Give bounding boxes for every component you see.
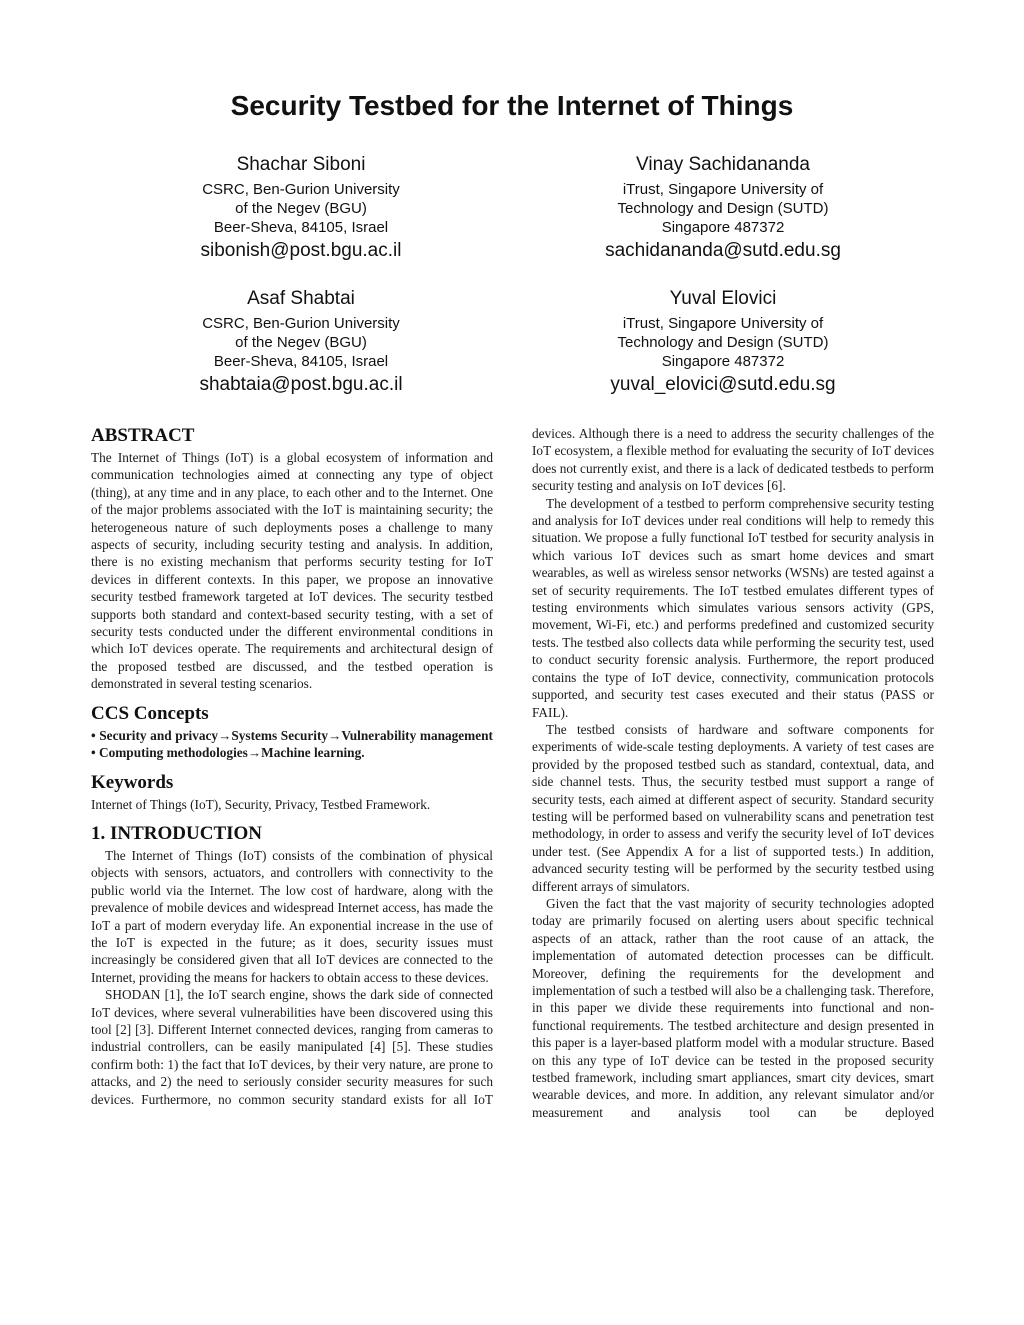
- author-affiliation: of the Negev (BGU): [235, 200, 367, 217]
- left-column: [91, 425, 493, 1108]
- author-affiliation: CSRC, Ben-Gurion University: [202, 315, 400, 332]
- ccs-heading: CCS Concepts: [91, 702, 209, 724]
- body-paragraph-4: Given the fact that the vast majority of security technologies adopted today are primarily focused on alerting users about specific technical aspects of an attack, rather than the root cause of an attack, the implementation of automated detection processes can be difficult. Moreover, defining the requirements for the development and implementation of such a testbed will also be a challenging task. Therefore, in this paper we divide these requirements into functional and non-functional requirements. The testbed architecture and design presented in this paper is a layer-based platform model with a modular structure. Based on this any type of IoT device can be tested in the proposed security testbed framework, including smart appliances, smart city devices, smart wearable devices, and more. In addition, any relevant simulator and/or measurement and analysis tool can be deployed: [532, 895, 934, 1120]
- body-paragraph-1: devices. Although there is a need to address the security challenges of the IoT ecosystem, a flexible method for evaluating the security of IoT devices does not currently exist, and there is a lack of dedicated testbeds to perform security testing and analysis on IoT devices [6].: [532, 426, 934, 494]
- author-name: Asaf Shabtai: [247, 288, 355, 309]
- author-block-3: [131, 287, 471, 397]
- author-email: yuval_elovici@sutd.edu.sg: [610, 374, 836, 395]
- abstract-heading: ABSTRACT: [91, 425, 195, 446]
- author-block-1: [131, 153, 471, 263]
- abstract-text: The Internet of Things (IoT) is a global ecosystem of information and communication technologies aimed at connecting any type of object (thing), at any time and in any place, to each other and to the Internet. One of the major problems associated with the IoT is maintaining security; the heterogeneous nature of such deployments poses a challenge to many aspects of security, including security testing and analysis. In addition, there is no existing mechanism that performs security testing for IoT devices in different contexts. In this paper, we propose an innovative security testbed framework targeted at IoT devices. The security testbed supports both standard and context-based security testing, with a set of security tests conducted under the different environmental conditions in which IoT devices operate. The requirements and architectural design of the proposed testbed are discussed, and the testbed operation is demonstrated in several testing scenarios.: [91, 450, 493, 692]
- keywords-text: Internet of Things (IoT), Security, Privacy, Testbed Framework.: [91, 796, 431, 812]
- ccs-text: • Security and privacy→Systems Security→Vulnerability management • Computing methodologies→Machine learning.: [91, 727, 493, 761]
- author-email: shabtaia@post.bgu.ac.il: [199, 374, 403, 395]
- author-email: sachidananda@sutd.edu.sg: [605, 240, 841, 261]
- body-paragraph-3: The testbed consists of hardware and software components for experiments of wide-scale testing deployments. A variety of test cases are provided by the proposed testbed such as standard, contextual, data, and side channel tests. Thus, the security testbed must support a range of security tests, each aimed at different aspect of security. Standard security testing will be performed based on vulnerability scans and penetration test methodology, in order to assess and verify the security level of IoT devices under test. (See Appendix A for a list of supported tests.) In addition, advanced security testing will be performed by the security testbed using different arrays of simulators.: [532, 721, 934, 894]
- author-affiliation: Beer-Sheva, 84105, Israel: [213, 353, 389, 370]
- paper-title: Security Testbed for the Internet of Things: [230, 90, 794, 121]
- author-affiliation: Technology and Design (SUTD): [617, 200, 829, 217]
- right-column: [532, 425, 934, 1121]
- author-affiliation: Beer-Sheva, 84105, Israel: [213, 219, 389, 236]
- author-affiliation: of the Negev (BGU): [235, 334, 367, 351]
- author-affiliation: iTrust, Singapore University of: [622, 315, 824, 332]
- author-name: Yuval Elovici: [669, 288, 777, 309]
- author-name: Vinay Sachidananda: [636, 154, 810, 175]
- keywords-heading: Keywords: [91, 771, 174, 793]
- author-affiliation: Singapore 487372: [661, 219, 785, 236]
- author-affiliation: Singapore 487372: [661, 353, 785, 370]
- intro-paragraph-1: The Internet of Things (IoT) consists of the combination of physical objects with sensors, actuators, and controllers with connectivity to the public world via the Internet. The low cost of hardware, along with the prevalence of mobile devices and widespread Internet access, has made the IoT a part of modern everyday life. An exponential increase in the use of the IoT is expected in the future; as it does, security issues must increasingly be considered given that all IoT devices are connected to the Internet, providing the means for hackers to obtain access to these devices.: [91, 847, 493, 985]
- author-block-2: [553, 153, 893, 263]
- author-affiliation: CSRC, Ben-Gurion University: [202, 181, 400, 198]
- author-affiliation: Technology and Design (SUTD): [617, 334, 829, 351]
- intro-paragraph-2: SHODAN [1], the IoT search engine, shows the dark side of connected IoT devices, where several vulnerabilities have been discovered using this tool [2] [3]. Different Internet connected devices, ranging from cameras to industrial controllers, can be easily manipulated [4] [5]. These studies confirm both: 1) the fact that IoT devices, by their very nature, are prone to attacks, and 2) the need to seriously consider security measures for such devices. Furthermore, no common security standard exists for all IoT: [91, 987, 493, 1107]
- author-affiliation: iTrust, Singapore University of: [622, 181, 824, 198]
- author-email: sibonish@post.bgu.ac.il: [200, 240, 402, 261]
- author-block-4: [553, 287, 893, 397]
- author-name: Shachar Siboni: [236, 154, 366, 175]
- body-paragraph-2: The development of a testbed to perform comprehensive security testing and analysis for IoT devices under real conditions will help to remedy this situation. We propose a fully functional IoT testbed for security analysis in which various IoT devices such as smart home devices and smart wearables, as well as wireless sensor networks (WSNs) are tested against a set of security requirements. The IoT testbed emulates different types of testing environments which simulates various sensors activity (GPS, movement, Wi-Fi, etc.) and performs predefined and customized security tests. The testbed also collects data while performing the security test, used to conduct security forensic analysis. Furthermore, the report produced contains the type of IoT device, connectivity, communication protocols supported, and security test cases executed and their status (PASS or FAIL).: [532, 495, 934, 720]
- introduction-heading: 1. INTRODUCTION: [91, 822, 263, 844]
